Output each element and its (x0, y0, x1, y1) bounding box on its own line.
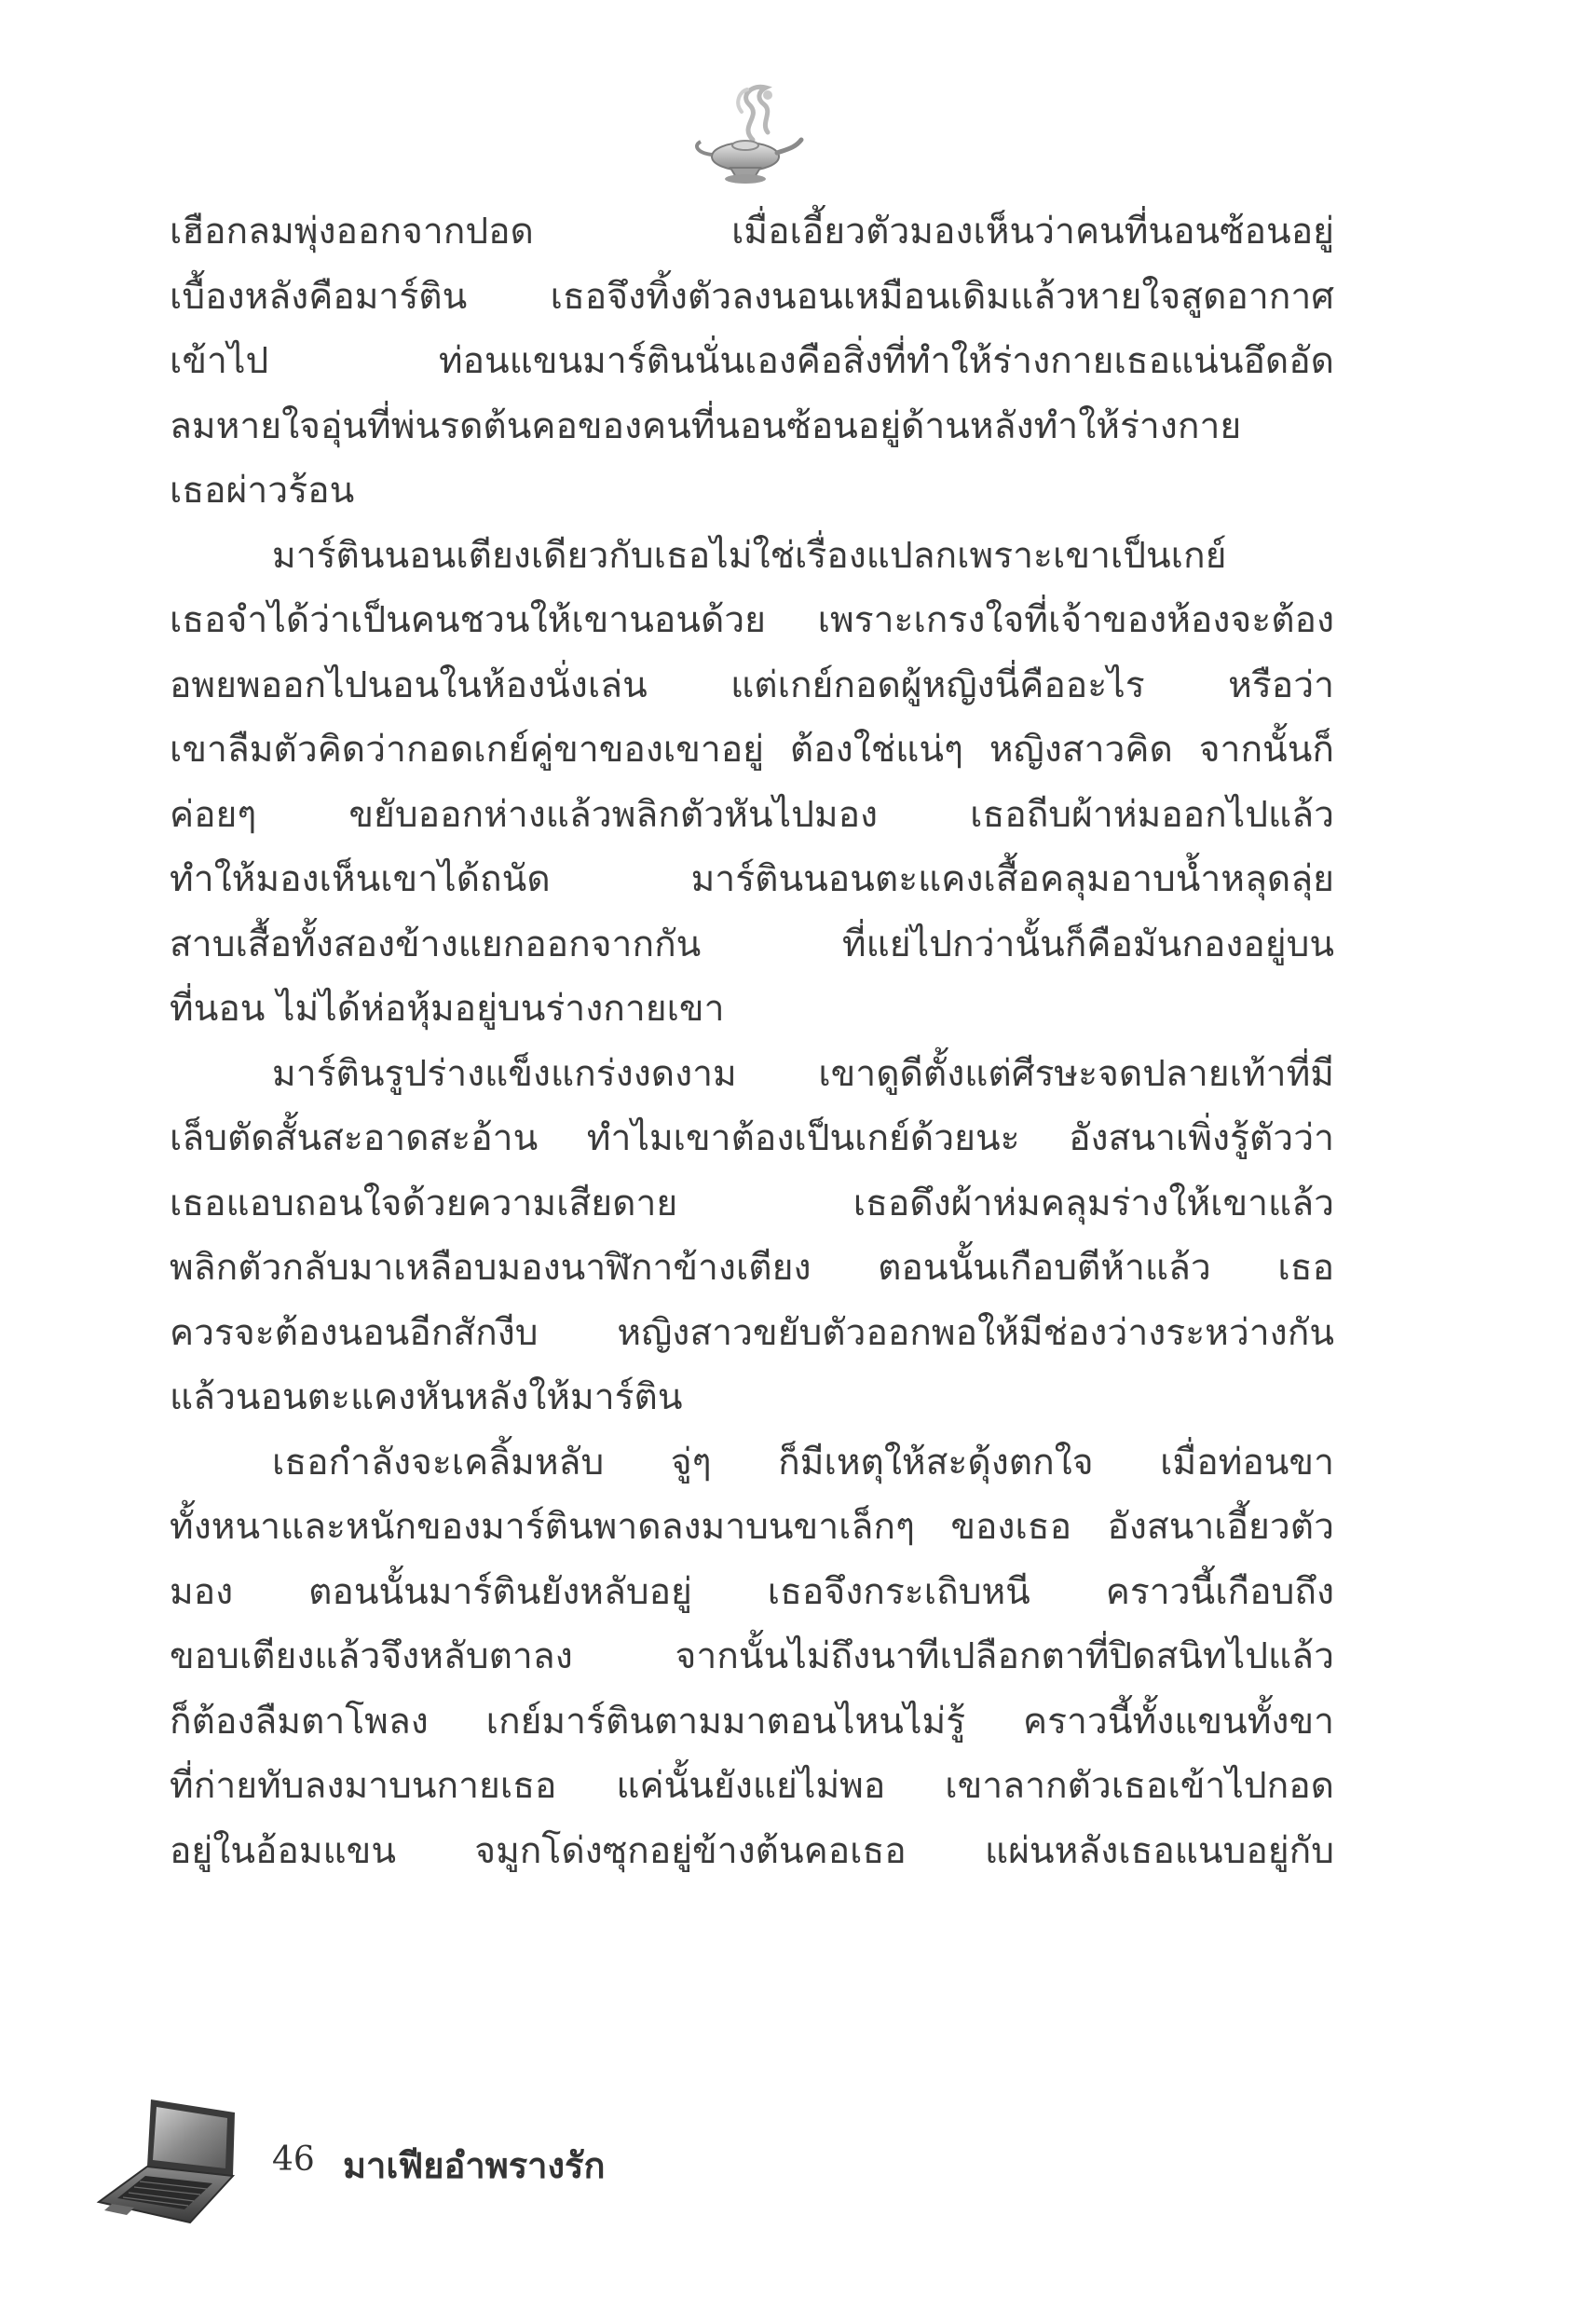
page-number: 46 (272, 2140, 315, 2179)
text-line: ที่นอน ไม่ได้ห่อหุ้มอยู่บนร่างกายเขา (170, 988, 725, 1030)
text-line: เฮือกลมพุ่งออกจากปอด เมื่อเอี้ยวตัวมองเห็นว่าคนที่นอนซ้อนอยู่ (170, 211, 1334, 253)
text-line: อพยพออกไปนอนในห้องนั่งเล่น แต่เกย์กอดผู้หญิงนี่คืออะไร หรือว่า (170, 663, 1334, 706)
text-line: เขาลืมตัวคิดว่ากอดเกย์คู่ขาของเขาอยู่ ต้องใช่แน่ๆ หญิงสาวคิด จากนั้นก็ (170, 729, 1334, 771)
text-line: เข้าไป ท่อนแขนมาร์ตินนั่นเองคือสิ่งที่ทำให้ร่างกายเธอแน่นอึดอัด (170, 340, 1334, 382)
body-text (170, 199, 1334, 1883)
book-title: มาเฟียอำพรางรัก (343, 2145, 606, 2186)
text-line: ทั้งหนาและหนักของมาร์ตินพาดลงมาบนขาเล็กๆ ของเธอ อังสนาเอี้ยวตัว (170, 1506, 1334, 1548)
text-line: มอง ตอนนั้นมาร์ตินยังหลับอยู่ เธอจึงกระเถิบหนี คราวนี้เกือบถึง (170, 1570, 1334, 1613)
text-line: เธอจำได้ว่าเป็นคนชวนให้เขานอนด้วย เพราะเกรงใจที่เจ้าของห้องจะต้อง (170, 599, 1334, 641)
text-line: เธอแอบถอนใจด้วยความเสียดาย เธอดึงผ้าห่มคลุมร่างให้เขาแล้ว (170, 1182, 1334, 1224)
text-line: ทำให้มองเห็นเขาได้ถนัด มาร์ตินนอนตะแคงเสื้อคลุมอาบน้ำหลุดลุ่ย (170, 858, 1334, 900)
text-line: ค่อยๆ ขยับออกห่างแล้วพลิกตัวหันไปมอง เธอถีบผ้าห่มออกไปแล้ว (170, 793, 1334, 836)
text-line: ที่ก่ายทับลงมาบนกายเธอ แค่นั้นยังแย่ไม่พอ เขาลากตัวเธอเข้าไปกอด (170, 1765, 1334, 1807)
text-line: สาบเสื้อทั้งสองข้างแยกออกจากกัน ที่แย่ไปกว่านั้นก็คือมันกองอยู่บน (170, 923, 1334, 965)
paragraph-first-line: มาร์ตินนอนเตียงเดียวกับเธอไม่ใช่เรื่องแปลกเพราะเขาเป็นเกย์ (272, 534, 1227, 577)
text-line: ลมหายใจอุ่นที่พ่นรดต้นคอของคนที่นอนซ้อนอยู่ด้านหลังทำให้ร่างกาย (170, 404, 1242, 447)
text-line: เล็บตัดสั้นสะอาดสะอ้าน ทำไมเขาต้องเป็นเกย์ด้วยนะ อังสนาเพิ่งรู้ตัวว่า (170, 1117, 1334, 1159)
page-footer (93, 2092, 745, 2232)
text-line: เบื้องหลังคือมาร์ติน เธอจึงทิ้งตัวลงนอนเหมือนเดิมแล้วหายใจสูดอากาศ (170, 275, 1334, 318)
paragraph-first-line: เธอกำลังจะเคลิ้มหลับ จู่ๆ ก็มีเหตุให้สะดุ้งตกใจ เมื่อท่อนขา (272, 1441, 1334, 1484)
text-line: ขอบเตียงแล้วจึงหลับตาลง จากนั้นไม่ถึงนาทีเปลือกตาที่ปิดสนิทไปแล้ว (170, 1635, 1334, 1677)
text-line: ควรจะต้องนอนอีกสักงีบ หญิงสาวขยับตัวออกพอให้มีช่องว่างระหว่างกัน (170, 1311, 1334, 1354)
text-line: ก็ต้องลืมตาโพลง เกย์มาร์ตินตามมาตอนไหนไม่รู้ คราวนี้ทั้งแขนทั้งขา (170, 1700, 1334, 1743)
paragraph-first-line: มาร์ตินรูปร่างแข็งแกร่งงดงาม เขาดูดีตั้งแต่ศีรษะจดปลายเท้าที่มี (272, 1052, 1334, 1095)
genie-lamp-icon (688, 75, 809, 196)
text-line: พลิกตัวกลับมาเหลือบมองนาฬิกาข้างเตียง ตอนนั้นเกือบตีห้าแล้ว เธอ (170, 1247, 1334, 1289)
text-line: อยู่ในอ้อมแขน จมูกโด่งซุกอยู่ข้างต้นคอเธอ แผ่นหลังเธอแนบอยู่กับ (170, 1829, 1334, 1872)
laptop-icon (93, 2092, 242, 2232)
text-line: เธอผ่าวร้อน (170, 470, 355, 512)
text-line: แล้วนอนตะแคงหันหลังให้มาร์ติน (170, 1376, 683, 1418)
